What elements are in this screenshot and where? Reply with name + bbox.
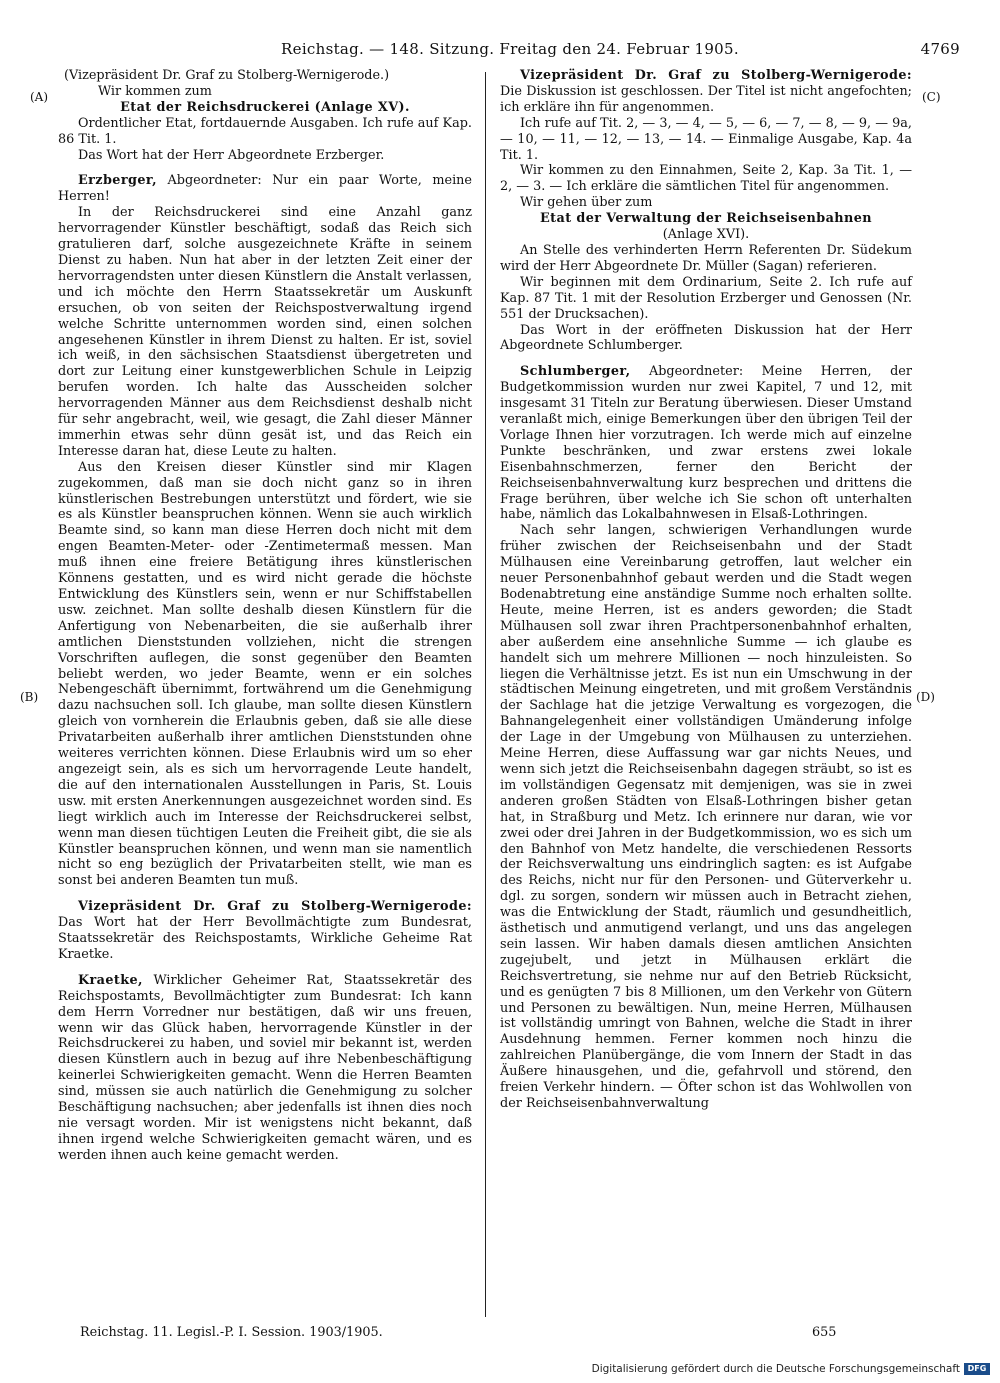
paragraph: Wir kommen zu den Einnahmen, Seite 2, Kap. 3a Tit. 1, — 2, — 3. — Ich erkläre die sämtlichen Titel für angenommen. (500, 163, 912, 195)
speech-kraetke (58, 973, 472, 1164)
left-column (58, 68, 472, 1164)
header-title: Reichstag. — 148. Sitzung. Freitag den 24. Februar 1905. (281, 40, 739, 58)
paragraph: Wir beginnen mit dem Ordinarium, Seite 2. Ich rufe auf Kap. 87 Tit. 1 mit der Resolution Erzberger und Genossen (Nr. 551 der Drucksachen). (500, 274, 912, 322)
page-number: 4769 (920, 40, 960, 58)
right-column (500, 68, 912, 1112)
paragraph: Ordentlicher Etat, fortdauernde Ausgaben. Ich rufe auf Kap. 86 Tit. 1. (58, 115, 472, 147)
margin-marker-c: (C) (922, 90, 941, 104)
speech-text: Wirklicher Geheimer Rat, Staatssekretär des Reichspostamts, Bevollmächtigter zum Bundesrat: Ich kann dem Herrn Vorredner nur bestätigen, daß wir uns freuen, wenn wir das Glück haben, hervorragende Künstler in der Reichsdruckerei zu haben, und soviel mir bekannt ist, werden diesen Künstlern auch in bezug auf ihre Nebenbeschäftigung keinerlei Schwierigkeiten gemacht. Wenn die Herren Beamten sind, müssen sie auch natürlich die Genehmigung zu solcher Beschäftigung nachsuchen; aber jedenfalls ist ihnen dies noch nie versagt worden. Mir ist wenigstens nicht bekannt, daß ihnen irgend welche Schwierigkeiten gemacht wären, und es werden ihnen auch keine gemacht werden. (58, 972, 472, 1163)
section-title: Etat der Reichsdruckerei (Anlage XV). (120, 99, 410, 115)
paragraph: Aus den Kreisen dieser Künstler sind mir Klagen zugekommen, daß man sie doch nicht ganz so in ihren künstlerischen Bestrebungen unterstützt und fördert, wie sie es als Künstler beanspruchen können. Wenn sie auch wirklich Beamte sind, so kann man diese Herren doch nicht mit dem engen Beamten-Meter- oder -Zentimetermaß messen. Man muß ihnen eine freiere Betätigung ihres künstlerischen Könnens gestatten, und es wird nicht gerade die höchste Entwicklung des Künstlers sein, wenn er nur Schiffstabellen usw. zeichnet. Man sollte deshalb diesen Künstlern für die Anfertigung von Nebenarbeiten, die sie außerhalb ihrer amtlichen Dienststunden vollziehen, nicht die strengen Vorschriften auflegen, die sonst gegenüber den Beamten beliebt werden, wo jeder Beamte, wenn er ein solches Nebengeschäft übernimmt, fortwährend um die Genehmigung dazu nachsuchen soll. Ich glaube, man sollte diesen Künstlern gleich von vornherein die Erlaubnis geben, daß sie alle diese Privatarbeiten außerhalb ihrer amtlichen Dienststunden ohne weiteres verrichten können. Diese Erlaubnis wird um so eher angezeigt sein, als es sich um hervorragende Leute handelt, die auf den internationalen Ausstellungen in Paris, St. Louis usw. mit ersten Anerkennungen ausgezeichnet worden sind. Es liegt wirklich auch im Interesse der Reichsdruckerei selbst, wenn man diesen tüchtigen Leuten die Freiheit gibt, die sie als Künstler beanspruchen können, und wenn man sie namentlich nicht so eng bezüglich der Privatarbeiten stellt, wie man es sonst bei anderen Beamten tun muß. (58, 459, 472, 889)
paragraph: Das Wort hat der Herr Abgeordnete Erzberger. (78, 147, 385, 163)
paragraph: Wir kommen zum (98, 83, 212, 99)
paragraph: An Stelle des verhinderten Herrn Referenten Dr. Südekum wird der Herr Abgeordnete Dr. Müller (Sagan) referieren. (500, 242, 912, 274)
footer-sheet-number: 655 (812, 1325, 837, 1340)
column-divider (485, 72, 486, 1317)
speech-text: Abgeordneter: Nur ein paar Worte, meine Herren! (58, 173, 472, 205)
speech-text: Abgeordneter: Meine Herren, der Budgetkommission wurden nur zwei Kapitel, 7 und 12, mit insgesamt 31 Titeln zur Beratung überwiesen. Dieser Umstand veranlaßt mich, einige Bemerkungen über den übrigen Teil der Vorlage Ihnen hier vorzutragen. Ich werde mich auf einzelne Punkte beschränken, und zwar erstens zwei lokale Eisenbahnschmerzen, ferner den Bericht der Reichseisenbahnverwaltung kurz besprechen und drittens die Frage berühren, über welche ich Sie schon oft unterhalten habe, nämlich das Lokalbahnwesen in Elsaß-Lothringen. (500, 364, 912, 523)
margin-marker-a: (A) (30, 90, 49, 104)
margin-marker-b: (B) (20, 690, 39, 704)
paragraph: In der Reichsdruckerei sind eine Anzahl ganz hervorragender Künstler beschäftigt, sodaß das Reich sich gratulieren darf, solche ausgezeichnete Kräfte in seinem Dienst zu haben. Nun hat aber in der letzten Zeit einer der hervorragendsten unter diesen Künstlern die Anstalt verlassen, und ich möchte den Herrn Staatssekretär um Auskunft ersuchen, ob von seiten der Reichspostverwaltung irgend welche Schritte unternommen worden sind, einen solchen angesehenen Künstler in ihrem Dienst zu halten. Er ist, soviel ich weiß, in den sächsischen Staatsdienst übergetreten und dort zur Leitung einer kunstgewerblichen Schule in Leipzig berufen worden. Ich halte das Ausscheiden solcher hervorragenden Männer aus dem Reichsdienst deshalb nicht für sehr angebracht, weil, wie gesagt, die Zahl dieser Männer immerhin etwas sehr dünn gesät ist, und das Reich ein Interesse daran hat, diese Leute zu halten. (58, 205, 472, 459)
dfg-logo-icon: DFG (964, 1363, 990, 1375)
credit-text: Digitalisierung gefördert durch die Deutsche Forschungsgemeinschaft (591, 1363, 960, 1375)
section-title: Etat der Verwaltung der Reichseisenbahnen (540, 211, 872, 227)
speaker-continuation-note: (Vizepräsident Dr. Graf zu Stolberg-Wernigerode.) (64, 68, 390, 83)
digitization-credit (592, 1363, 990, 1375)
paragraph: Ich rufe auf Tit. 2, — 3, — 4, — 5, — 6, — 7, — 8, — 9, — 9a, — 10, — 11, — 12, — 13, — 14. — Einmalige Ausgabe, Kap. 4a Tit. 1. (500, 115, 912, 163)
speech-text: Das Wort hat der Herr Bevollmächtigte zum Bundesrat, Staatssekretär des Reichspostamts, Wirkliche Geheime Rat Kraetke. (58, 915, 472, 962)
speaker-name: Vizepräsident Dr. Graf zu Stolberg-Wernigerode: (520, 68, 912, 83)
footer-session-info: Reichstag. 11. Legisl.-P. I. Session. 1903/1905. (80, 1325, 383, 1340)
paragraph: Nach sehr langen, schwierigen Verhandlungen wurde früher zwischen der Reichseisenbahn und der Stadt Mülhausen eine Vereinbarung getroffen, laut welcher ein neuer Personenbahnhof gebaut werden und die Stadt wegen Bodenabtretung eine anständige Summe noch erhalten sollte. Heute, meine Herren, ist es anders geworden; die Stadt Mülhausen soll zwar ihren Prachtpersonenbahnhof erhalten, aber außerdem eine ansehnliche Summe — ich glaube es handelt sich um mehrere Millionen — noch hinzuleisten. So liegen die Verhältnisse jetzt. Es ist nun ein Umschwung in der städtischen Meinung eingetreten, und mit großem Verständnis der Sachlage hat die jetzige Verwaltung es vorgezogen, die Bahnangelegenheit einer vollständigen Umänderung infolge der Lage in der Umgebung von Mülhausen zu unterziehen. Meine Herren, diese Auffassung war gar nichts Neues, und wenn sich jetzt die Reichseisenbahn dagegen sträubt, so ist es im vollständigen Gegensatz mit demjenigen, was sie in zwei anderen großen Städten von Elsaß-Lothringen bisher getan hat, in Straßburg und Metz. Ich erinnere nur daran, wie vor zwei oder drei Jahren in der Budgetkommission, wo es sich um den Bahnhof von Metz handelte, die verschiedenen Ressorts der Reichsverwaltung uns eindringlich sagten: es ist Aufgabe des Reichs, nicht nur für den Personen- und Güterverkehr u. dgl. zu sorgen, sondern wir müssen auch in Betracht ziehen, was die Entwicklung der Stadt, räumlich und gesundheitlich, ästhetisch und anmutigend verlangt, und uns das angelegen sein lassen. Wir haben damals diesen amtlichen Ansichten zugejubelt, und jetzt in Mülhausen erklärt die Reichsvertretung, sie nehme nur auf den Betrieb Rücksicht, und es genügten 7 bis 8 Millionen, um den Verkehr von Gütern und Personen zu bewältigen. Nun, meine Herren, Mülhausen ist vollständig umringt von Bahnen, welche die Stadt in ihrer Ausdehnung hemmen. Ferner kommen noch hinzu die zahlreichen Planübergänge, die vom Innern der Stadt in das Äußere hinausgehen, und die, gefahrvoll und störend, den freien Verkehr hindern. — Öfter schon ist das Wohlwollen von der Reichseisenbahnverwaltung (500, 523, 912, 1111)
speech-vizepraesident (58, 899, 472, 963)
speaker-name: Schlumberger, (520, 364, 631, 380)
speaker-name: Kraetke, (78, 972, 143, 988)
paragraph: Das Wort in der eröffneten Diskussion hat der Herr Abgeordnete Schlumberger. (500, 322, 912, 354)
speech-text: Die Diskussion ist geschlossen. Der Titel ist nicht angefochten; ich erkläre ihn für angenommen. (500, 83, 912, 115)
running-header (60, 40, 960, 66)
speech-erzberger (58, 173, 472, 205)
speech-schlumberger (500, 364, 912, 523)
margin-marker-d: (D) (916, 690, 935, 704)
section-subtitle: (Anlage XVI). (662, 227, 750, 243)
speaker-name: Vizepräsident Dr. Graf zu Stolberg-Wernigerode: (78, 899, 472, 915)
speaker-name: Erzberger, (78, 173, 157, 189)
paragraph: Wir gehen über zum (520, 195, 653, 211)
speech-vizepraesident (500, 68, 912, 116)
